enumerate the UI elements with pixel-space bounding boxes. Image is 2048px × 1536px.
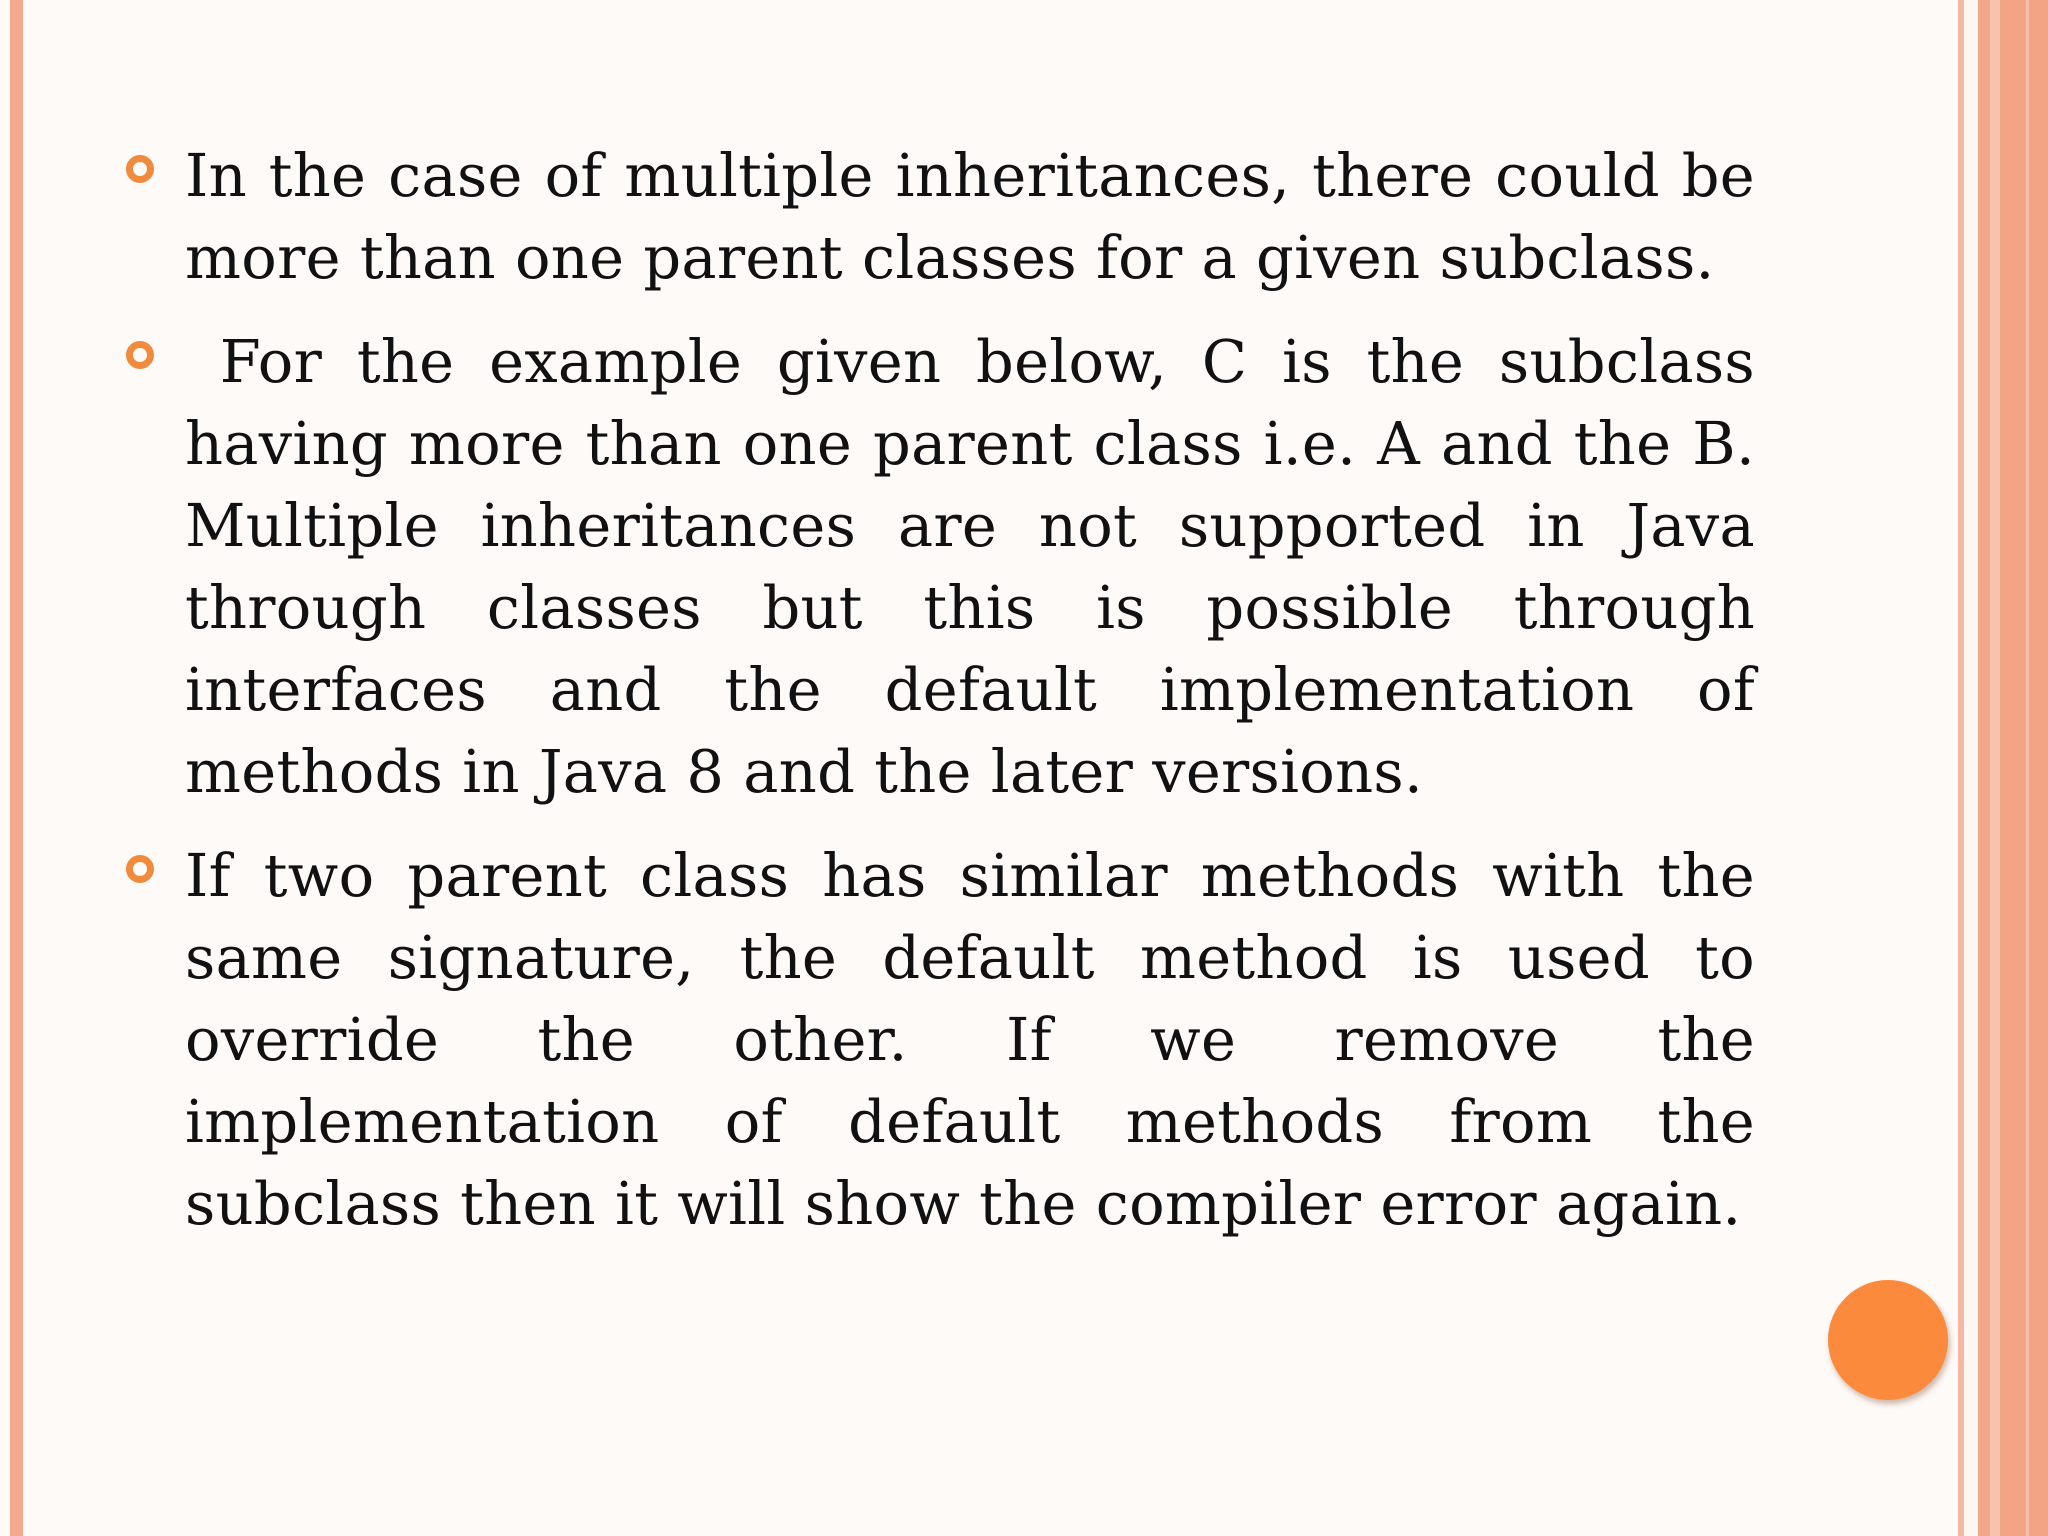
right-frame-stripe (2026, 0, 2029, 1536)
bullet-item (120, 835, 1755, 1245)
left-border-strip (10, 0, 23, 1536)
right-frame-stripe (1964, 0, 1978, 1536)
right-frame-stripe (1990, 0, 2000, 1536)
ring-bullet-icon (126, 341, 154, 369)
orange-circle-decoration (1828, 1280, 1948, 1400)
ring-bullet-icon (126, 155, 154, 183)
right-frame-stripe (1978, 0, 1990, 1536)
bullet-text: For the example given below, C is the subclass having more than one parent class i.e. A and the B. Multiple inheritances are not supported in Java through classes but this is possible through interfaces and the default implementation of methods in Java 8 and the later versions. (185, 327, 1755, 806)
bullet-item (120, 135, 1755, 299)
bullet-text: In the case of multiple inheritances, there could be more than one parent classes for a given subclass. (185, 141, 1755, 292)
bullet-list (120, 135, 1755, 1267)
bullet-text: If two parent class has similar methods with the same signature, the default method is used to override the other. If we remove the implementation of default methods from the subclass then it will show the compiler error again. (185, 841, 1755, 1238)
bullet-item (120, 321, 1755, 813)
right-frame-stripe (2000, 0, 2048, 1536)
ring-bullet-icon (126, 855, 154, 883)
